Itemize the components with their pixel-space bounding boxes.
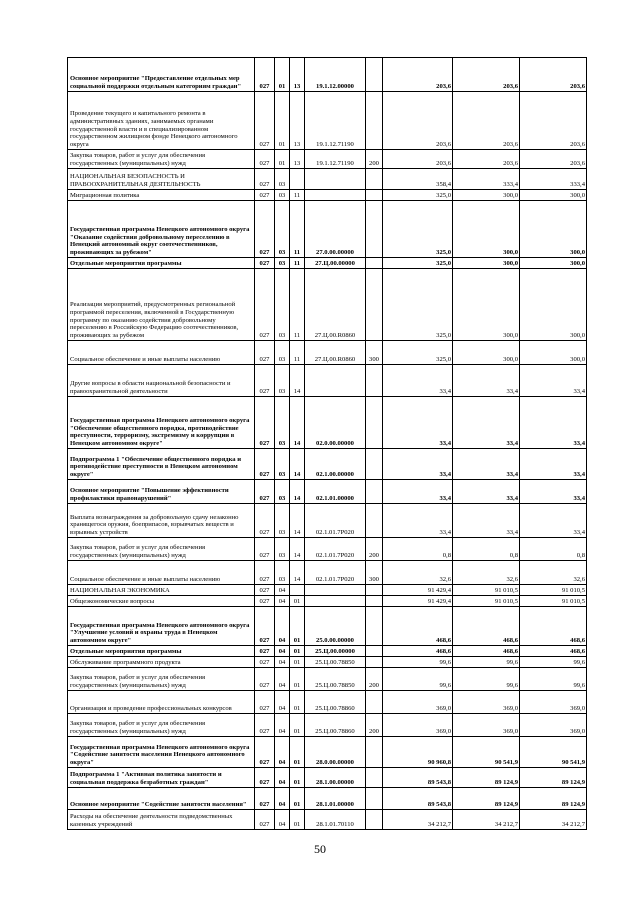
cell-name: Социальное обеспечение и иные выплаты населению bbox=[68, 341, 255, 365]
table-row bbox=[68, 480, 587, 504]
cell-vr bbox=[366, 58, 383, 92]
cell-name: Обслуживание программного продукта bbox=[68, 657, 255, 668]
cell-y3: 300,0 bbox=[520, 201, 587, 258]
cell-csr: 02.1.01.00000 bbox=[305, 480, 366, 504]
cell-pr: 14 bbox=[290, 365, 305, 397]
cell-ved: 027 bbox=[255, 714, 275, 737]
cell-pr bbox=[290, 585, 305, 596]
cell-rz: 04 bbox=[275, 607, 290, 646]
cell-y2: 91 010,5 bbox=[453, 585, 520, 596]
cell-name: Государственная программа Ненецкого автономного округа "Обеспечение общественного порядка, противодействие преступности, терроризму, экстремизму и коррупции в Ненецком автономном округе" bbox=[68, 397, 255, 449]
cell-name: Отдельные мероприятия программы bbox=[68, 258, 255, 269]
cell-rz: 04 bbox=[275, 691, 290, 714]
cell-y3: 33,4 bbox=[520, 449, 587, 480]
cell-csr: 19.1.12.71190 bbox=[305, 150, 366, 169]
cell-vr bbox=[366, 607, 383, 646]
cell-y1: 468,6 bbox=[383, 607, 453, 646]
cell-y1: 203,6 bbox=[383, 92, 453, 150]
cell-pr: 01 bbox=[290, 646, 305, 657]
cell-y1: 369,0 bbox=[383, 691, 453, 714]
cell-csr bbox=[305, 585, 366, 596]
cell-csr: 27.Ц.00.R0860 bbox=[305, 341, 366, 365]
cell-y3: 99,6 bbox=[520, 668, 587, 691]
cell-y1: 369,0 bbox=[383, 714, 453, 737]
table-row bbox=[68, 341, 587, 365]
cell-y2: 89 124,9 bbox=[453, 788, 520, 810]
cell-y2: 33,4 bbox=[453, 504, 520, 538]
cell-y1: 89 543,8 bbox=[383, 768, 453, 788]
table-row bbox=[68, 258, 587, 269]
cell-name: Закупка товаров, работ и услуг для обеспечения государственных (муниципальных) нужд bbox=[68, 538, 255, 561]
cell-pr: 11 bbox=[290, 190, 305, 201]
cell-y3: 89 124,9 bbox=[520, 788, 587, 810]
cell-pr bbox=[290, 169, 305, 190]
table-row bbox=[68, 788, 587, 810]
cell-pr: 14 bbox=[290, 504, 305, 538]
cell-y3: 91 010,5 bbox=[520, 596, 587, 607]
table-row bbox=[68, 561, 587, 585]
cell-y1: 34 212,7 bbox=[383, 810, 453, 830]
cell-pr: 14 bbox=[290, 449, 305, 480]
cell-vr: 300 bbox=[366, 561, 383, 585]
cell-y1: 325,0 bbox=[383, 190, 453, 201]
cell-y1: 468,6 bbox=[383, 646, 453, 657]
cell-ved: 027 bbox=[255, 585, 275, 596]
cell-name: Реализация мероприятий, предусмотренных региональной программой переселения, включенной в Государственную программу по оказанию содействия добровольному переселению в Российскую Федерацию соотечественников, проживающих за рубежом bbox=[68, 269, 255, 341]
cell-vr bbox=[366, 397, 383, 449]
cell-y2: 0,8 bbox=[453, 538, 520, 561]
cell-ved: 027 bbox=[255, 397, 275, 449]
cell-y3: 369,0 bbox=[520, 714, 587, 737]
cell-vr bbox=[366, 646, 383, 657]
cell-csr: 25.Ц.00.00000 bbox=[305, 646, 366, 657]
cell-y1: 33,4 bbox=[383, 449, 453, 480]
cell-y3: 33,4 bbox=[520, 480, 587, 504]
cell-csr: 27.0.00.00000 bbox=[305, 201, 366, 258]
cell-y1: 91 429,4 bbox=[383, 585, 453, 596]
cell-y2: 99,6 bbox=[453, 668, 520, 691]
cell-vr bbox=[366, 92, 383, 150]
cell-csr: 28.0.00.00000 bbox=[305, 737, 366, 768]
cell-y3: 89 124,9 bbox=[520, 768, 587, 788]
cell-name: Закупка товаров, работ и услуг для обеспечения государственных (муниципальных) нужд bbox=[68, 668, 255, 691]
cell-y3: 90 541,9 bbox=[520, 737, 587, 768]
cell-rz: 03 bbox=[275, 561, 290, 585]
cell-name: Основное мероприятие "Повышение эффективности профилактики правонарушений" bbox=[68, 480, 255, 504]
table-row bbox=[68, 668, 587, 691]
cell-name: НАЦИОНАЛЬНАЯ БЕЗОПАСНОСТЬ И ПРАВООХРАНИТЕЛЬНАЯ ДЕЯТЕЛЬНОСТЬ bbox=[68, 169, 255, 190]
table-row bbox=[68, 190, 587, 201]
table-row bbox=[68, 657, 587, 668]
cell-vr bbox=[366, 449, 383, 480]
cell-y1: 325,0 bbox=[383, 341, 453, 365]
cell-ved: 027 bbox=[255, 788, 275, 810]
cell-pr: 01 bbox=[290, 657, 305, 668]
table-row bbox=[68, 201, 587, 258]
cell-pr: 14 bbox=[290, 397, 305, 449]
cell-vr bbox=[366, 596, 383, 607]
cell-name: Другие вопросы в области национальной безопасности и правоохранительной деятельности bbox=[68, 365, 255, 397]
cell-vr bbox=[366, 190, 383, 201]
cell-y3: 369,0 bbox=[520, 691, 587, 714]
cell-pr: 14 bbox=[290, 561, 305, 585]
cell-ved: 027 bbox=[255, 190, 275, 201]
cell-y1: 33,4 bbox=[383, 504, 453, 538]
cell-y1: 91 429,4 bbox=[383, 596, 453, 607]
cell-rz: 03 bbox=[275, 269, 290, 341]
cell-y3: 468,6 bbox=[520, 646, 587, 657]
cell-name: Проведение текущего и капитального ремонта в административных зданиях, занимаемых органами государственной власти и в специализированном государственном жилищном фонде Ненецкого автономного округа bbox=[68, 92, 255, 150]
cell-pr: 11 bbox=[290, 201, 305, 258]
cell-csr: 28.1.00.00000 bbox=[305, 768, 366, 788]
cell-vr bbox=[366, 201, 383, 258]
cell-vr bbox=[366, 480, 383, 504]
cell-rz: 04 bbox=[275, 810, 290, 830]
cell-rz: 03 bbox=[275, 190, 290, 201]
cell-csr bbox=[305, 190, 366, 201]
cell-pr: 11 bbox=[290, 258, 305, 269]
cell-name: Государственная программа Ненецкого автономного округа "Оказание содействия добровольному переселению в Ненецкий автономный округ соотечественников, проживающих за рубежом" bbox=[68, 201, 255, 258]
cell-ved: 027 bbox=[255, 201, 275, 258]
page-number: 50 bbox=[314, 842, 326, 856]
cell-ved: 027 bbox=[255, 480, 275, 504]
cell-y1: 33,4 bbox=[383, 397, 453, 449]
cell-name: Основное мероприятие "Предоставление отдельных мер социальной поддержки отдельным категориям граждан" bbox=[68, 58, 255, 92]
cell-name: НАЦИОНАЛЬНАЯ ЭКОНОМИКА bbox=[68, 585, 255, 596]
cell-y2: 91 010,5 bbox=[453, 596, 520, 607]
table-row bbox=[68, 269, 587, 341]
cell-rz: 03 bbox=[275, 341, 290, 365]
cell-vr: 200 bbox=[366, 538, 383, 561]
cell-ved: 027 bbox=[255, 269, 275, 341]
cell-vr bbox=[366, 657, 383, 668]
cell-y2: 300,0 bbox=[453, 341, 520, 365]
cell-vr bbox=[366, 768, 383, 788]
cell-y3: 33,4 bbox=[520, 397, 587, 449]
cell-y2: 369,0 bbox=[453, 714, 520, 737]
cell-pr: 11 bbox=[290, 269, 305, 341]
cell-csr: 02.1.01.7Р020 bbox=[305, 561, 366, 585]
cell-name: Выплата вознаграждения за добровольную сдачу незаконно хранящегося оружия, боеприпасов, взрывчатых веществ и взрывных устройств bbox=[68, 504, 255, 538]
table-row bbox=[68, 607, 587, 646]
cell-name: Подпрограмма 1 "Активная политика занятости и социальная поддержка безработных граждан" bbox=[68, 768, 255, 788]
cell-y2: 369,0 bbox=[453, 691, 520, 714]
cell-rz: 01 bbox=[275, 150, 290, 169]
cell-ved: 027 bbox=[255, 646, 275, 657]
cell-y2: 34 212,7 bbox=[453, 810, 520, 830]
cell-y2: 300,0 bbox=[453, 190, 520, 201]
budget-table bbox=[67, 57, 587, 830]
cell-y2: 90 541,9 bbox=[453, 737, 520, 768]
cell-y3: 203,6 bbox=[520, 150, 587, 169]
table-row bbox=[68, 596, 587, 607]
cell-rz: 03 bbox=[275, 480, 290, 504]
cell-pr: 01 bbox=[290, 691, 305, 714]
cell-name: Миграционная политика bbox=[68, 190, 255, 201]
cell-name: Подпрограмма 1 "Обеспечение общественного порядка и противодействие преступности в Ненецком автономном округе" bbox=[68, 449, 255, 480]
cell-vr bbox=[366, 169, 383, 190]
cell-csr: 25.0.00.00000 bbox=[305, 607, 366, 646]
cell-name: Общеэкономические вопросы bbox=[68, 596, 255, 607]
cell-ved: 027 bbox=[255, 504, 275, 538]
cell-ved: 027 bbox=[255, 150, 275, 169]
cell-y3: 34 212,7 bbox=[520, 810, 587, 830]
cell-y1: 0,8 bbox=[383, 538, 453, 561]
cell-y3: 203,6 bbox=[520, 92, 587, 150]
cell-vr bbox=[366, 788, 383, 810]
cell-pr: 13 bbox=[290, 150, 305, 169]
cell-pr: 01 bbox=[290, 737, 305, 768]
cell-name: Закупка товаров, работ и услуг для обеспечения государственных (муниципальных) нужд bbox=[68, 150, 255, 169]
cell-csr: 28.1.01.70110 bbox=[305, 810, 366, 830]
cell-y3: 300,0 bbox=[520, 341, 587, 365]
cell-rz: 03 bbox=[275, 449, 290, 480]
cell-y3: 33,4 bbox=[520, 365, 587, 397]
cell-y2: 203,6 bbox=[453, 150, 520, 169]
table-row bbox=[68, 58, 587, 92]
cell-pr: 01 bbox=[290, 788, 305, 810]
cell-vr bbox=[366, 737, 383, 768]
cell-y1: 33,4 bbox=[383, 480, 453, 504]
cell-pr: 01 bbox=[290, 810, 305, 830]
table-row bbox=[68, 365, 587, 397]
cell-pr: 13 bbox=[290, 92, 305, 150]
table-row bbox=[68, 449, 587, 480]
cell-ved: 027 bbox=[255, 341, 275, 365]
cell-y3: 333,4 bbox=[520, 169, 587, 190]
cell-y2: 300,0 bbox=[453, 269, 520, 341]
cell-y3: 300,0 bbox=[520, 258, 587, 269]
cell-vr bbox=[366, 504, 383, 538]
cell-y1: 325,0 bbox=[383, 258, 453, 269]
cell-pr: 01 bbox=[290, 596, 305, 607]
cell-csr: 25.Ц.00.78850 bbox=[305, 657, 366, 668]
cell-pr: 01 bbox=[290, 607, 305, 646]
cell-csr: 02.1.00.00000 bbox=[305, 449, 366, 480]
cell-pr: 01 bbox=[290, 668, 305, 691]
cell-ved: 027 bbox=[255, 657, 275, 668]
cell-y2: 300,0 bbox=[453, 201, 520, 258]
cell-ved: 027 bbox=[255, 596, 275, 607]
cell-rz: 01 bbox=[275, 58, 290, 92]
cell-csr: 25.Ц.00.78860 bbox=[305, 714, 366, 737]
cell-y2: 33,4 bbox=[453, 449, 520, 480]
cell-vr bbox=[366, 365, 383, 397]
cell-y1: 358,4 bbox=[383, 169, 453, 190]
cell-rz: 04 bbox=[275, 714, 290, 737]
cell-vr: 200 bbox=[366, 714, 383, 737]
cell-ved: 027 bbox=[255, 668, 275, 691]
table-row bbox=[68, 810, 587, 830]
cell-ved: 027 bbox=[255, 561, 275, 585]
cell-y1: 325,0 bbox=[383, 269, 453, 341]
cell-name: Расходы на обеспечение деятельности подведомственных казенных учреждений bbox=[68, 810, 255, 830]
cell-y1: 99,6 bbox=[383, 668, 453, 691]
cell-y1: 203,6 bbox=[383, 58, 453, 92]
table-row bbox=[68, 92, 587, 150]
cell-vr bbox=[366, 691, 383, 714]
cell-vr: 300 bbox=[366, 341, 383, 365]
cell-name: Государственная программа Ненецкого автономного округа "Улучшение условий и охраны труда в Ненецком автономном округе" bbox=[68, 607, 255, 646]
cell-csr bbox=[305, 169, 366, 190]
cell-ved: 027 bbox=[255, 768, 275, 788]
cell-ved: 027 bbox=[255, 365, 275, 397]
table-row bbox=[68, 504, 587, 538]
cell-csr bbox=[305, 596, 366, 607]
table-row bbox=[68, 768, 587, 788]
table-row bbox=[68, 538, 587, 561]
cell-csr: 19.1.12.00000 bbox=[305, 58, 366, 92]
cell-rz: 03 bbox=[275, 538, 290, 561]
cell-pr: 11 bbox=[290, 341, 305, 365]
cell-vr bbox=[366, 810, 383, 830]
cell-y1: 33,4 bbox=[383, 365, 453, 397]
cell-csr: 02.1.01.7Р020 bbox=[305, 504, 366, 538]
cell-y2: 468,6 bbox=[453, 607, 520, 646]
cell-name: Организация и проведение профессиональных конкурсов bbox=[68, 691, 255, 714]
cell-rz: 03 bbox=[275, 169, 290, 190]
cell-rz: 04 bbox=[275, 596, 290, 607]
cell-y3: 0,8 bbox=[520, 538, 587, 561]
cell-y3: 32,6 bbox=[520, 561, 587, 585]
cell-y1: 203,6 bbox=[383, 150, 453, 169]
cell-rz: 03 bbox=[275, 258, 290, 269]
cell-y2: 468,6 bbox=[453, 646, 520, 657]
cell-name: Государственная программа Ненецкого автономного округа "Содействие занятости населения Ненецкого автономного округа" bbox=[68, 737, 255, 768]
cell-ved: 027 bbox=[255, 538, 275, 561]
cell-rz: 04 bbox=[275, 585, 290, 596]
table-row bbox=[68, 397, 587, 449]
cell-ved: 027 bbox=[255, 92, 275, 150]
cell-vr bbox=[366, 585, 383, 596]
cell-y2: 99,6 bbox=[453, 657, 520, 668]
cell-ved: 027 bbox=[255, 607, 275, 646]
cell-y1: 90 960,8 bbox=[383, 737, 453, 768]
cell-y2: 32,6 bbox=[453, 561, 520, 585]
cell-y2: 333,4 bbox=[453, 169, 520, 190]
cell-y2: 33,4 bbox=[453, 365, 520, 397]
cell-rz: 04 bbox=[275, 768, 290, 788]
cell-name: Основное мероприятие "Содействие занятости населения" bbox=[68, 788, 255, 810]
cell-y2: 33,4 bbox=[453, 480, 520, 504]
cell-rz: 03 bbox=[275, 504, 290, 538]
cell-vr: 200 bbox=[366, 668, 383, 691]
cell-ved: 027 bbox=[255, 737, 275, 768]
cell-csr: 27.Ц.00.R0860 bbox=[305, 269, 366, 341]
table-body bbox=[68, 58, 587, 830]
cell-y1: 99,6 bbox=[383, 657, 453, 668]
cell-pr: 01 bbox=[290, 768, 305, 788]
cell-csr: 02.0.00.00000 bbox=[305, 397, 366, 449]
cell-y2: 203,6 bbox=[453, 92, 520, 150]
cell-y3: 300,0 bbox=[520, 190, 587, 201]
table-row bbox=[68, 150, 587, 169]
cell-rz: 04 bbox=[275, 737, 290, 768]
cell-rz: 03 bbox=[275, 201, 290, 258]
cell-y1: 89 543,8 bbox=[383, 788, 453, 810]
cell-pr: 14 bbox=[290, 538, 305, 561]
cell-name: Отдельные мероприятия программы bbox=[68, 646, 255, 657]
table-row bbox=[68, 169, 587, 190]
table-row bbox=[68, 714, 587, 737]
cell-y2: 203,6 bbox=[453, 58, 520, 92]
cell-csr: 25.Ц.00.78850 bbox=[305, 668, 366, 691]
cell-y1: 32,6 bbox=[383, 561, 453, 585]
cell-rz: 03 bbox=[275, 365, 290, 397]
cell-ved: 027 bbox=[255, 691, 275, 714]
cell-csr: 27.Ц.00.00000 bbox=[305, 258, 366, 269]
cell-ved: 027 bbox=[255, 169, 275, 190]
cell-ved: 027 bbox=[255, 58, 275, 92]
cell-name: Закупка товаров, работ и услуг для обеспечения государственных (муниципальных) нужд bbox=[68, 714, 255, 737]
cell-vr bbox=[366, 269, 383, 341]
cell-y3: 91 010,5 bbox=[520, 585, 587, 596]
cell-vr: 200 bbox=[366, 150, 383, 169]
cell-y2: 33,4 bbox=[453, 397, 520, 449]
cell-csr: 28.1.01.00000 bbox=[305, 788, 366, 810]
cell-y2: 89 124,9 bbox=[453, 768, 520, 788]
table-row bbox=[68, 585, 587, 596]
cell-rz: 03 bbox=[275, 397, 290, 449]
cell-csr: 19.1.12.71190 bbox=[305, 92, 366, 150]
cell-rz: 01 bbox=[275, 92, 290, 150]
table-row bbox=[68, 691, 587, 714]
cell-y1: 325,0 bbox=[383, 201, 453, 258]
cell-pr: 01 bbox=[290, 714, 305, 737]
cell-y2: 300,0 bbox=[453, 258, 520, 269]
cell-csr: 25.Ц.00.78860 bbox=[305, 691, 366, 714]
cell-y3: 33,4 bbox=[520, 504, 587, 538]
cell-ved: 027 bbox=[255, 810, 275, 830]
cell-ved: 027 bbox=[255, 258, 275, 269]
cell-csr bbox=[305, 365, 366, 397]
cell-rz: 04 bbox=[275, 657, 290, 668]
cell-y3: 99,6 bbox=[520, 657, 587, 668]
cell-y3: 300,0 bbox=[520, 269, 587, 341]
cell-pr: 13 bbox=[290, 58, 305, 92]
cell-pr: 14 bbox=[290, 480, 305, 504]
cell-rz: 04 bbox=[275, 668, 290, 691]
cell-csr: 02.1.01.7Р020 bbox=[305, 538, 366, 561]
cell-vr bbox=[366, 258, 383, 269]
cell-y3: 203,6 bbox=[520, 58, 587, 92]
cell-name: Социальное обеспечение и иные выплаты населению bbox=[68, 561, 255, 585]
table-row bbox=[68, 737, 587, 768]
cell-rz: 04 bbox=[275, 646, 290, 657]
cell-rz: 04 bbox=[275, 788, 290, 810]
table-row bbox=[68, 646, 587, 657]
cell-y3: 468,6 bbox=[520, 607, 587, 646]
cell-ved: 027 bbox=[255, 449, 275, 480]
